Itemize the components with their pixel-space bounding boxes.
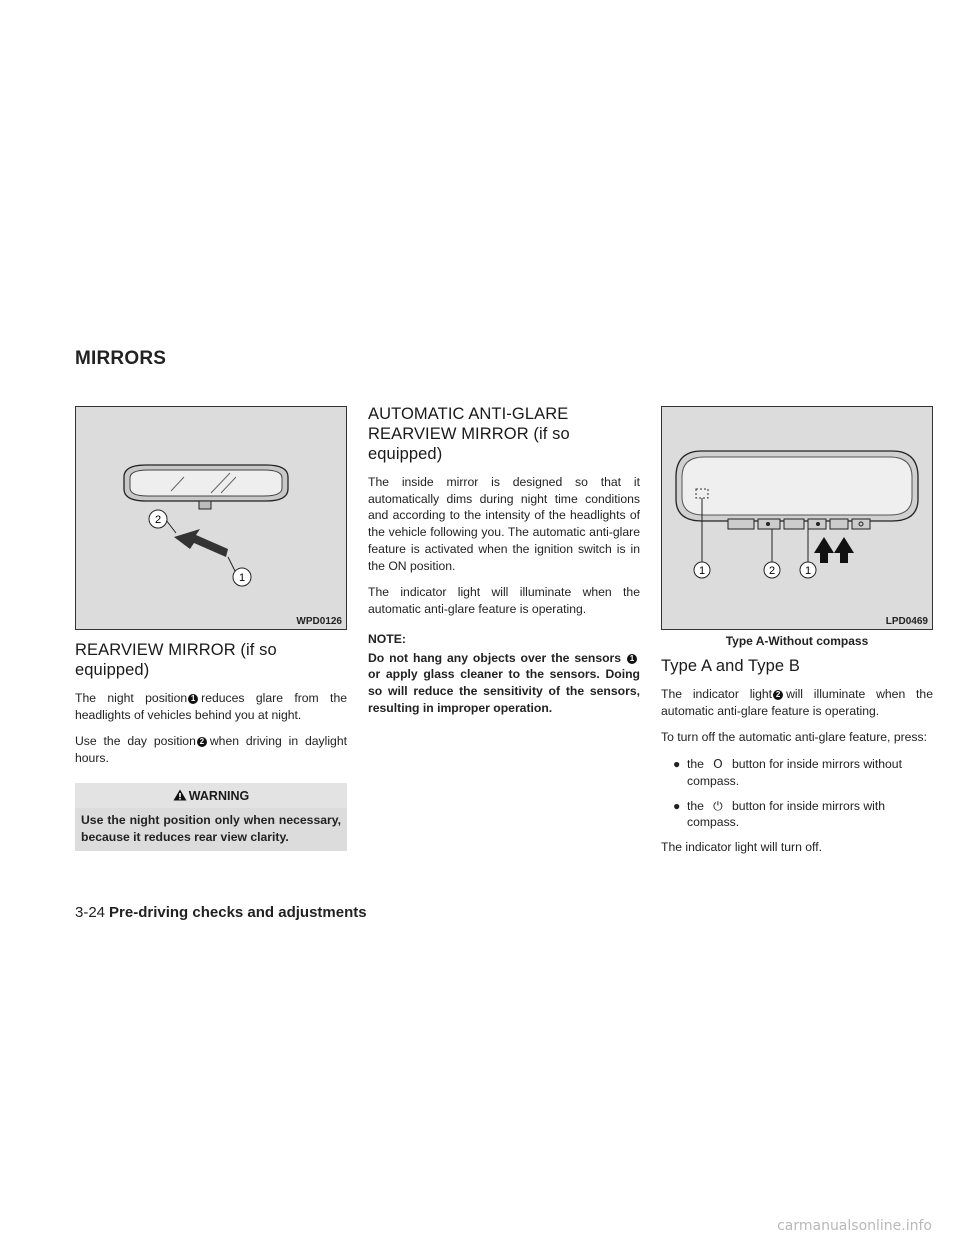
paragraph-night-position: The night position 1 reduces glare from the headlights of vehicles behind you at night. xyxy=(75,691,347,722)
figure-code: WPD0126 xyxy=(296,616,342,627)
svg-text:1: 1 xyxy=(698,565,706,577)
paragraph-day-position: Use the day position 2 when driving in daylight hours. xyxy=(75,734,347,766)
paragraph-turn-off: To turn off the automatic anti-glare feature, press: xyxy=(661,730,928,745)
heading-auto-antiglare-line1: AUTOMATIC ANTI-GLARE xyxy=(368,405,569,423)
antiglare-mirror-diagram xyxy=(662,407,932,629)
callout-badge-2: 2 xyxy=(197,737,207,747)
callout-1-label: 1 xyxy=(238,572,246,584)
heading-type-a-b: Type A and Type B xyxy=(661,657,801,675)
warning-icon xyxy=(173,789,187,801)
page-footer xyxy=(75,904,367,921)
power-button-icon: ⏻ xyxy=(713,798,723,813)
callout-badge-2: 2 xyxy=(773,690,783,700)
warning-box xyxy=(75,783,347,851)
column-auto-antiglare xyxy=(368,404,640,716)
chapter-title: Pre-driving checks and adjustments xyxy=(109,904,367,921)
mirror-glass xyxy=(682,457,912,515)
bullet-without-compass: ● the O button for inside mirrors without compass. xyxy=(673,757,902,788)
paragraph-indicator: The indicator light 2 will illuminate when the automatic anti-glare feature is operating. xyxy=(661,687,933,718)
heading-auto-antiglare-line2: REARVIEW MIRROR (if so equipped) xyxy=(368,425,570,463)
paragraph-mirror-design: The inside mirror is designed so that it automatically dims during night time conditions and according to the intensity of the headlights of the vehicle following you. The automatic anti-glare feature is activated when the ignition switch is in the ON position. xyxy=(368,475,640,573)
sensor-arrow-2 xyxy=(834,537,854,563)
callout-2-label: 2 xyxy=(154,514,162,526)
watermark: carmanualsonline.info xyxy=(777,1218,932,1234)
o-button-icon: O xyxy=(713,757,723,772)
callout-badge-1: 1 xyxy=(627,654,637,664)
mirror-tab xyxy=(199,501,211,509)
sensor-arrow-1 xyxy=(814,537,834,563)
figure-antiglare-mirror xyxy=(661,406,933,630)
note-label: NOTE: xyxy=(368,631,406,646)
note-text: Do not hang any objects over the sensors 1or apply glass cleaner to the sensors. Doing so will reduce the sensitivity of the sensors, resulting in improper operation. xyxy=(368,650,640,715)
bullet-dot: ● xyxy=(673,757,681,772)
paragraph-indicator-light: The indicator light will illuminate when the automatic anti-glare feature is operating. xyxy=(368,585,640,616)
warning-header: WARNING xyxy=(75,783,347,808)
figure-caption: Type A-Without compass xyxy=(725,634,869,648)
section-title: MIRRORS xyxy=(75,348,167,369)
svg-text:2: 2 xyxy=(768,565,776,577)
warning-text: Use the night position only when necessary, because it reduces rear view clarity. xyxy=(75,808,347,851)
page-number: 3-24 xyxy=(75,904,106,921)
callout-badge-1: 1 xyxy=(188,694,198,704)
paragraph-light-off: The indicator light will turn off. xyxy=(661,839,822,854)
lever-arrow xyxy=(174,529,228,557)
bullet-dot: ● xyxy=(673,798,681,813)
mirror-glass xyxy=(130,470,282,496)
column-rearview-mirror xyxy=(75,406,347,851)
figure-rearview-mirror xyxy=(75,406,347,630)
figure-code: LPD0469 xyxy=(885,616,928,627)
mirror-diagram xyxy=(76,407,346,629)
svg-text:1: 1 xyxy=(804,565,812,577)
heading-rearview-mirror: REARVIEW MIRROR (if so equipped) xyxy=(75,641,277,679)
bullet-with-compass: ● the ⏻ button for inside mirrors with compass. xyxy=(673,798,886,830)
column-type-a-b xyxy=(661,406,933,866)
